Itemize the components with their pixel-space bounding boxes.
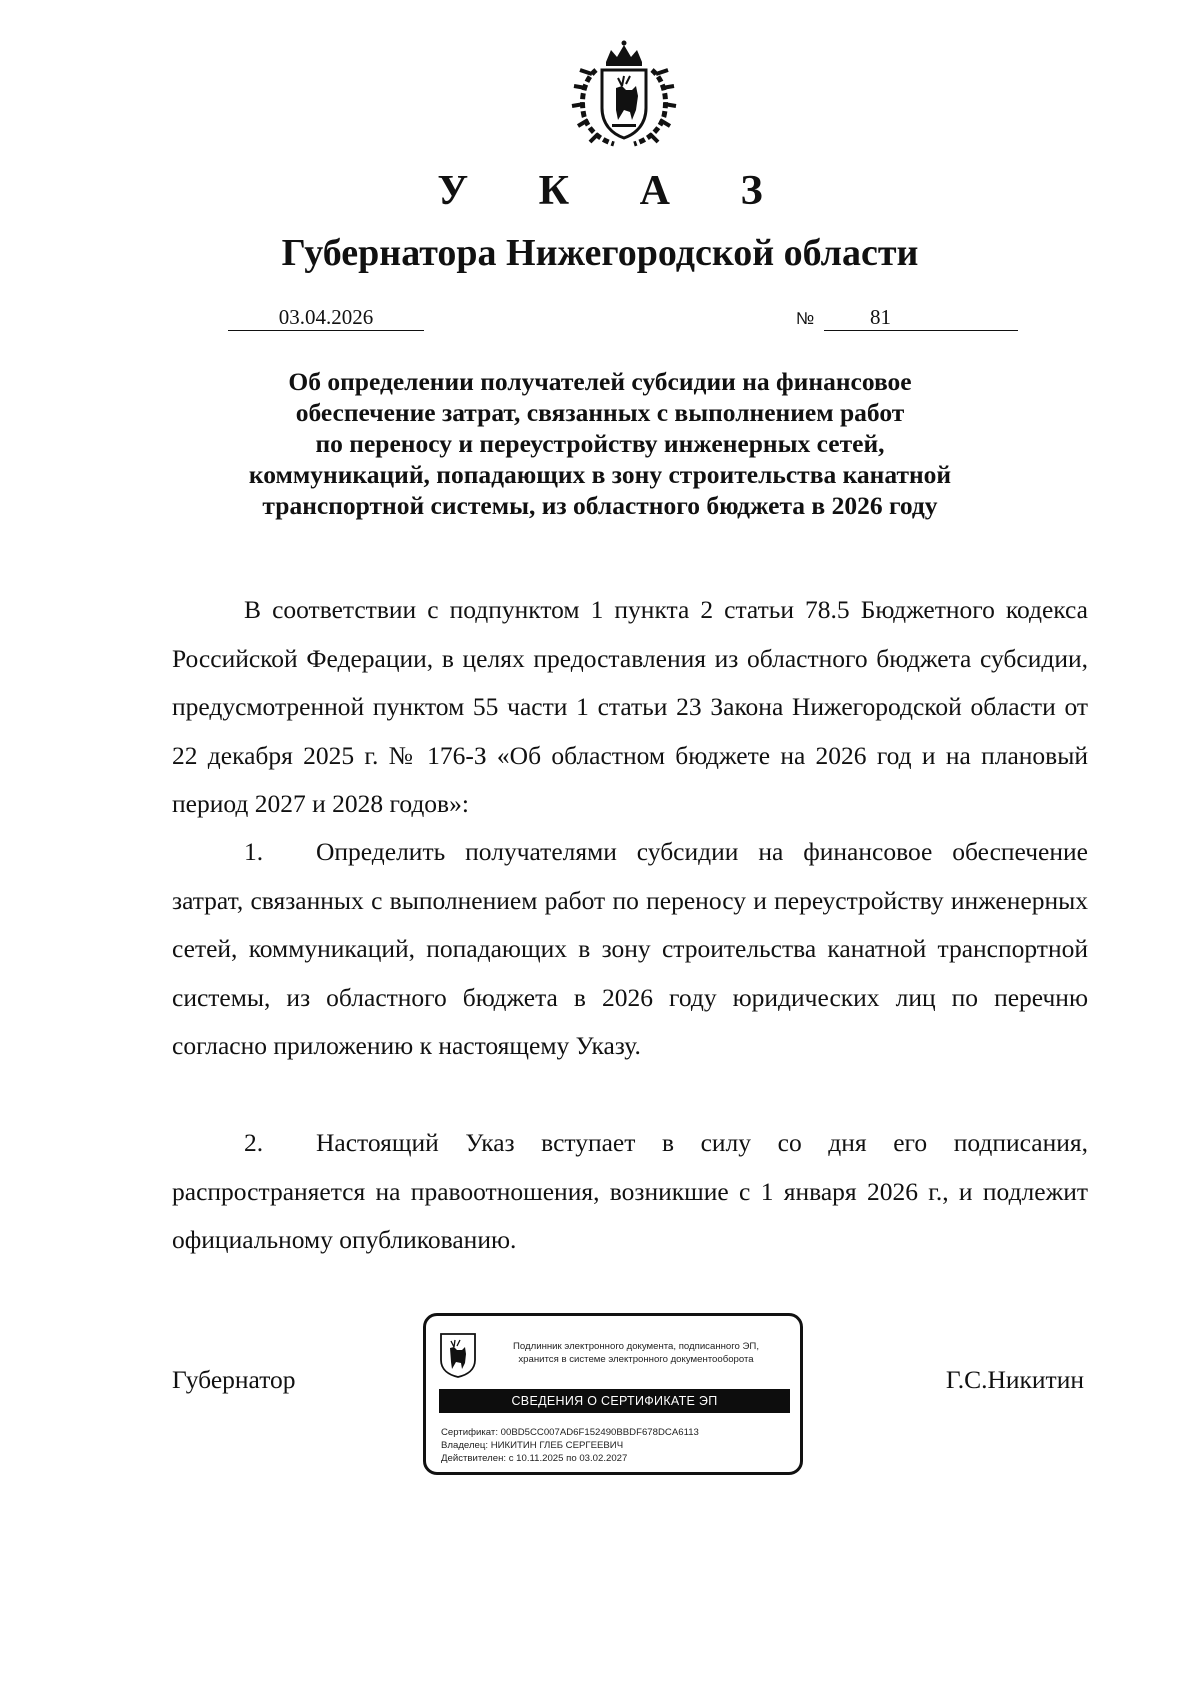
subject-line: по переносу и переустройству инженерных сетей, <box>315 429 885 458</box>
clause-text: Настоящий Указ вступает в силу со дня его подписания, распространяется на правоотношения, возникшие с 1 января 2026 г., и подлежит официальному опубликованию. <box>172 1128 1088 1255</box>
issuer-title: Губернатора Нижегородской области <box>281 232 919 274</box>
preamble-paragraph: В соответствии с подпунктом 1 пункта 2 статьи 78.5 Бюджетного кодекса Российской Федерации, в целях предоставления из областного бюджета субсидии, предусмотренной пунктом 55 части 1 статьи 23 Закона Нижегородской области от 22 декабря 2025 г. № 176-З «Об областном бюджете на 2026 год и на плановый период 2027 и 2028 годов»: <box>172 595 1088 819</box>
clause-number: 2. <box>244 1128 264 1157</box>
stamp-note-line: хранится в системе электронного документооборота <box>518 1354 754 1365</box>
coat-of-arms-icon <box>566 40 682 148</box>
number-sign: № <box>796 309 815 328</box>
subject-line: транспортной системы, из областного бюджета в 2026 году <box>262 491 938 520</box>
subject-line: обеспечение затрат, связанных с выполнением работ <box>295 398 905 427</box>
certificate-header-bar: СВЕДЕНИЯ О СЕРТИФИКАТЕ ЭП <box>439 1389 790 1413</box>
clause-text: Определить получателями субсидии на финансовое обеспечение затрат, связанных с выполнением работ по переносу и переустройству инженерных сетей, коммуникаций, попадающих в зону строительства канатной транспортной системы, из областного бюджета в 2026 году юридических лиц по перечню согласно приложению к настоящему Указу. <box>172 837 1088 1061</box>
document-subject <box>200 366 1000 521</box>
clause-paragraph <box>172 828 1088 1071</box>
document-type-title: У К А З <box>437 168 793 214</box>
subject-line: Об определении получателей субсидии на финансовое <box>288 367 912 396</box>
subject-line: коммуникаций, попадающих в зону строительства канатной <box>248 460 952 489</box>
certificate-validity: Действителен: с 10.11.2025 по 03.02.2027 <box>441 1453 628 1464</box>
certificate-details <box>441 1426 699 1465</box>
signatory-name: Г.С.Никитин <box>945 1365 1084 1394</box>
signatory-position: Губернатор <box>172 1365 296 1394</box>
certificate-owner: Владелец: НИКИТИН ГЛЕБ СЕРГЕЕВИЧ <box>441 1440 624 1451</box>
deer-emblem-icon <box>439 1332 477 1378</box>
document-number-field <box>824 304 1018 331</box>
certificate-serial: Сертификат: 00BD5CC007AD6F152490BBDF678DCA6113 <box>441 1427 699 1438</box>
electronic-signature-stamp <box>423 1313 803 1475</box>
stamp-storage-note <box>486 1340 786 1366</box>
document-date: 03.04.2026 <box>228 304 424 331</box>
document-number: 81 <box>870 305 891 329</box>
stamp-note-line: Подлинник электронного документа, подписанного ЭП, <box>513 1341 759 1352</box>
clause-paragraph <box>172 1119 1088 1265</box>
clause-number: 1. <box>244 837 264 866</box>
